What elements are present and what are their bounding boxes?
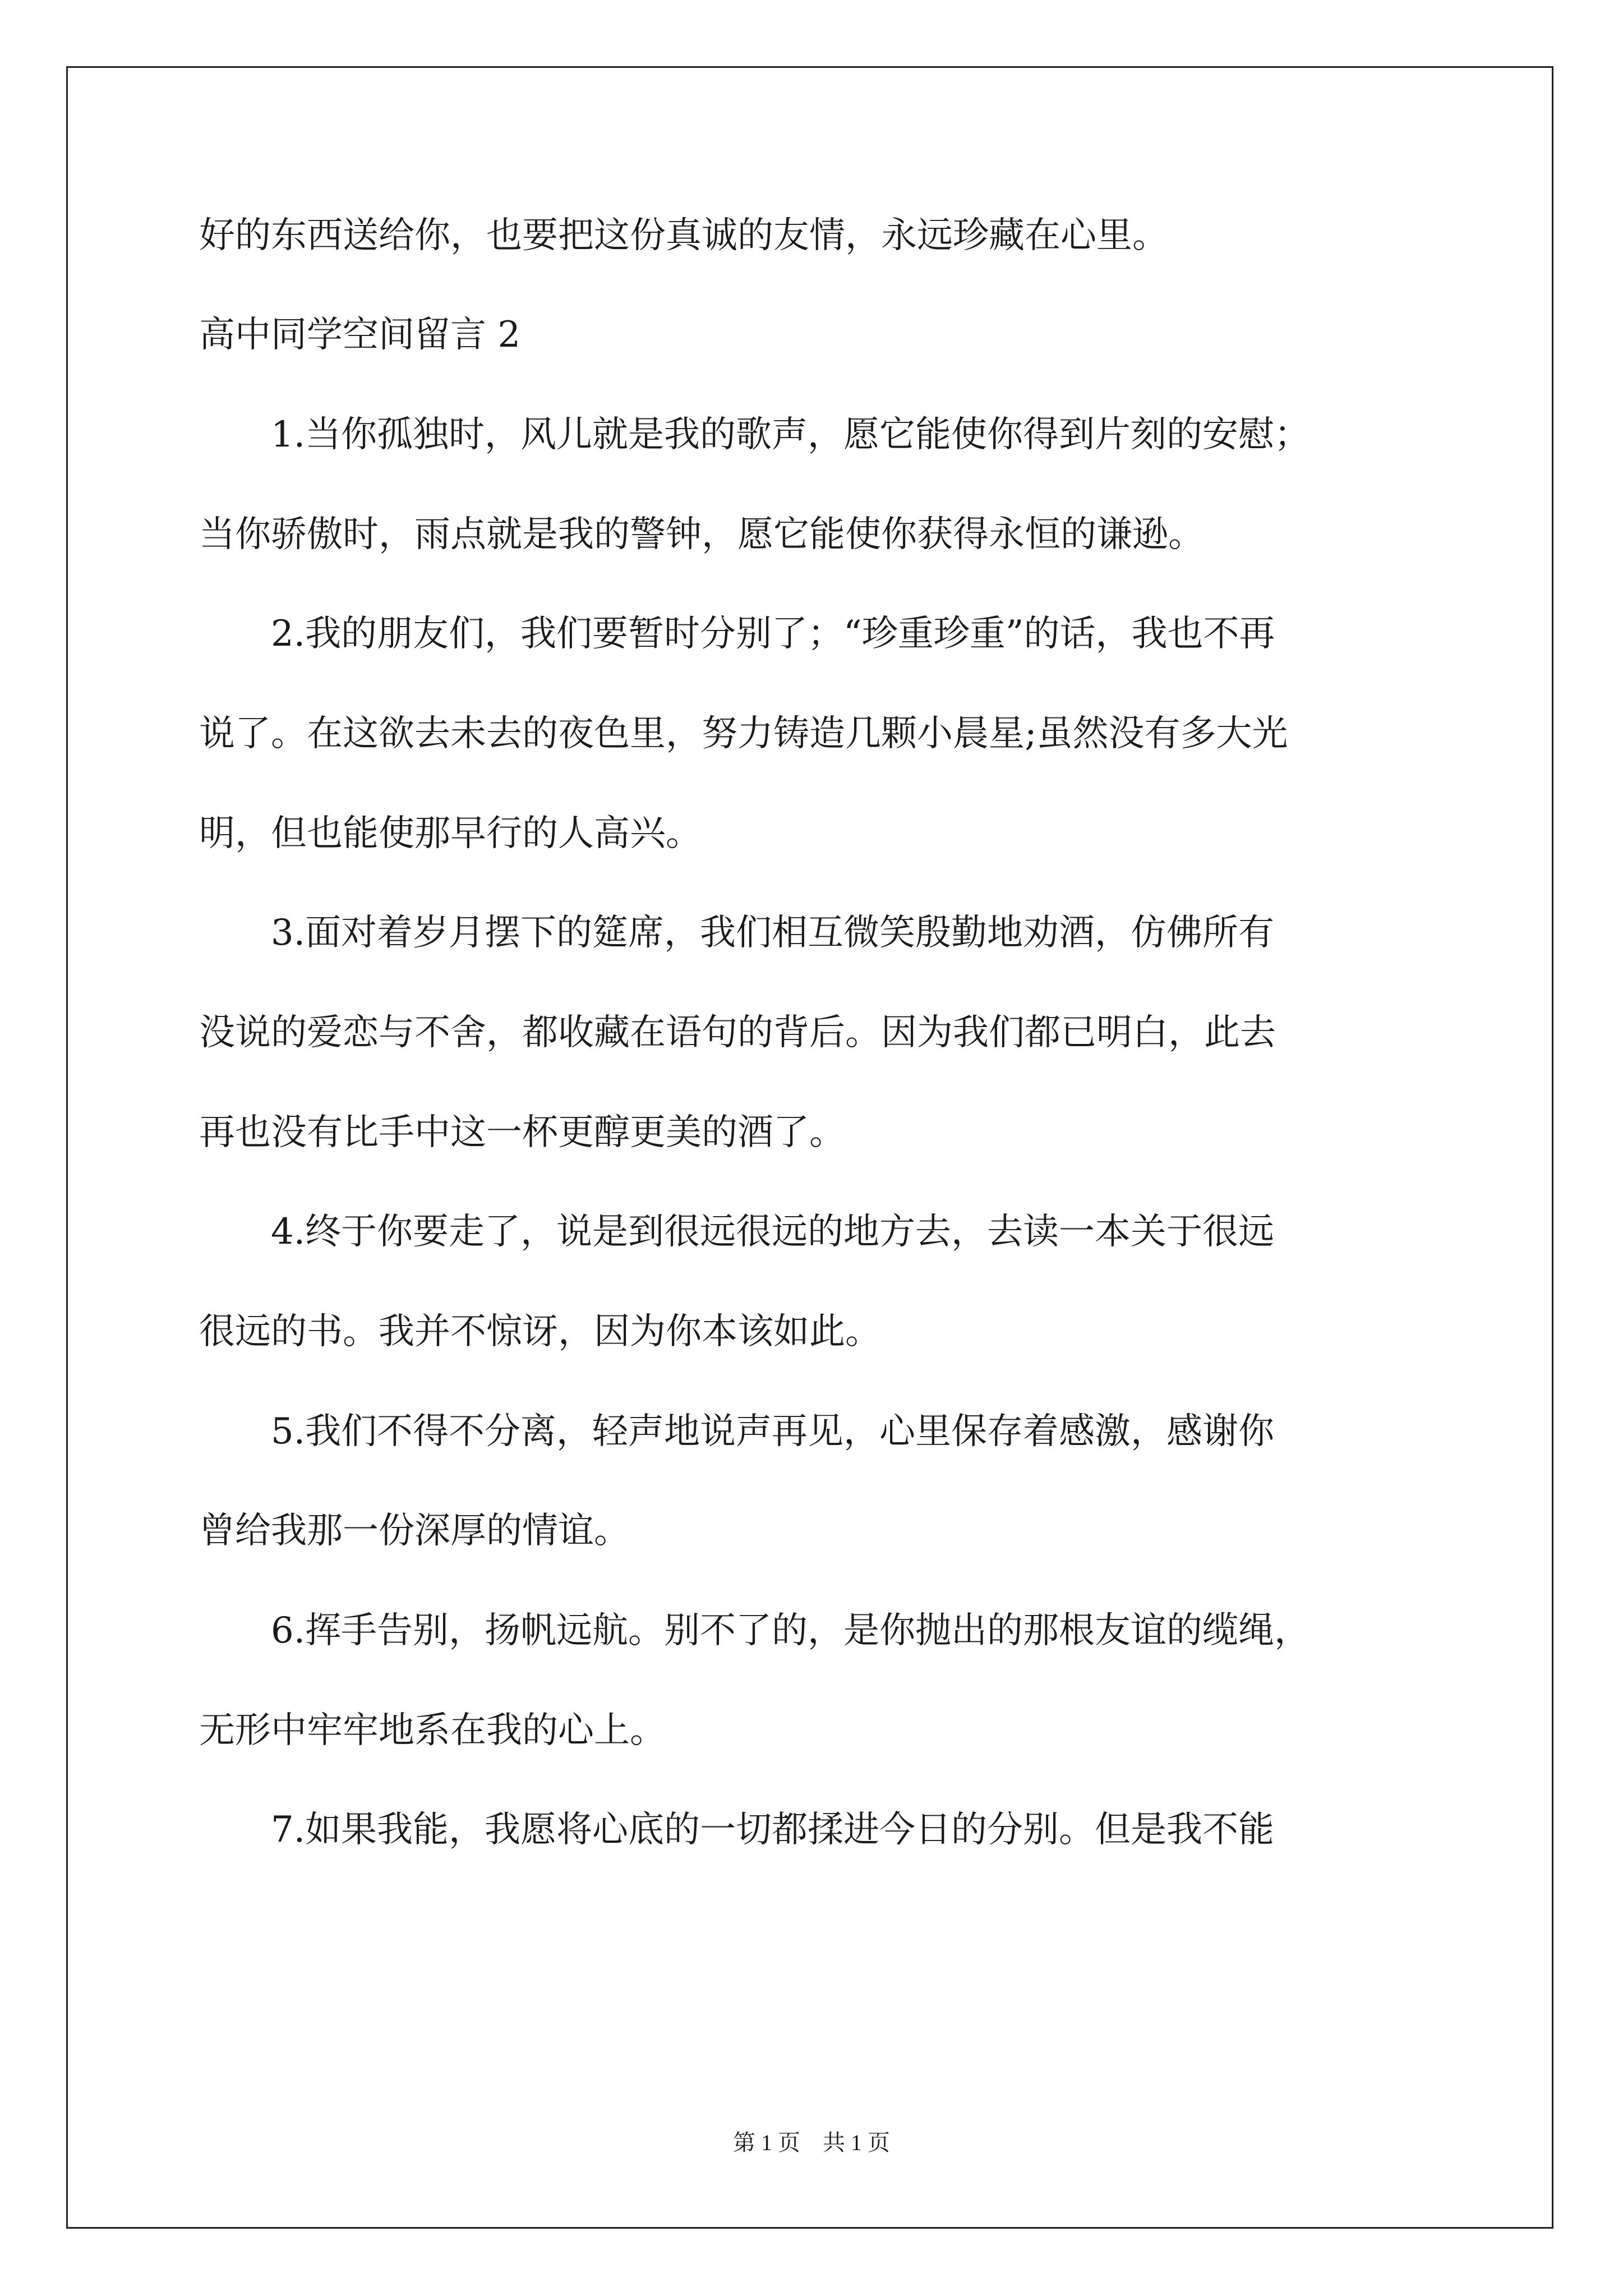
text-line: 说了。在这欲去未去的夜色里，努力铸造几颗小晨星;虽然没有多大光 (199, 713, 1288, 754)
text-line: 1.当你孤独时，风儿就是我的歌声，愿它能使你得到片刻的安慰； (271, 414, 1311, 455)
text-line: 5.我们不得不分离，轻声地说声再见，心里保存着感激，感谢你 (271, 1411, 1275, 1452)
text-line: 明，但也能使那早行的人高兴。 (199, 813, 702, 854)
text-line: 好的东西送给你，也要把这份真诚的友情，永远珍藏在心里。 (199, 215, 1168, 256)
text-line: 当你骄傲时，雨点就是我的警钟，愿它能使你获得永恒的谦逊。 (199, 514, 1204, 555)
text-line: 再也没有比手中这一杯更醇更美的酒了。 (199, 1112, 845, 1153)
text-line: 3.面对着岁月摆下的筵席，我们相互微笑殷勤地劝酒，仿佛所有 (271, 912, 1275, 954)
text-line: 没说的爱恋与不舍，都收藏在语句的背后。因为我们都已明白，此去 (199, 1012, 1276, 1053)
section-heading: 高中同学空间留言 2 (199, 314, 521, 356)
page-number: 第 1 页 共 1 页 (733, 2130, 890, 2155)
text-line: 曾给我那一份深厚的情谊。 (199, 1510, 630, 1552)
text-line: 7.如果我能，我愿将心底的一切都揉进今日的分别。但是我不能 (271, 1809, 1275, 1851)
text-line: 无形中牢牢地系在我的心上。 (199, 1710, 666, 1751)
text-line: 6.挥手告别，扬帆远航。别不了的，是你抛出的那根友谊的缆绳， (271, 1610, 1311, 1651)
text-line: 4.终于你要走了，说是到很远很远的地方去，去读一本关于很远 (271, 1211, 1275, 1253)
text-line: 2.我的朋友们，我们要暂时分别了；“珍重珍重”的话，我也不再 (271, 613, 1275, 655)
text-line: 很远的书。我并不惊讶，因为你本该如此。 (199, 1311, 881, 1352)
